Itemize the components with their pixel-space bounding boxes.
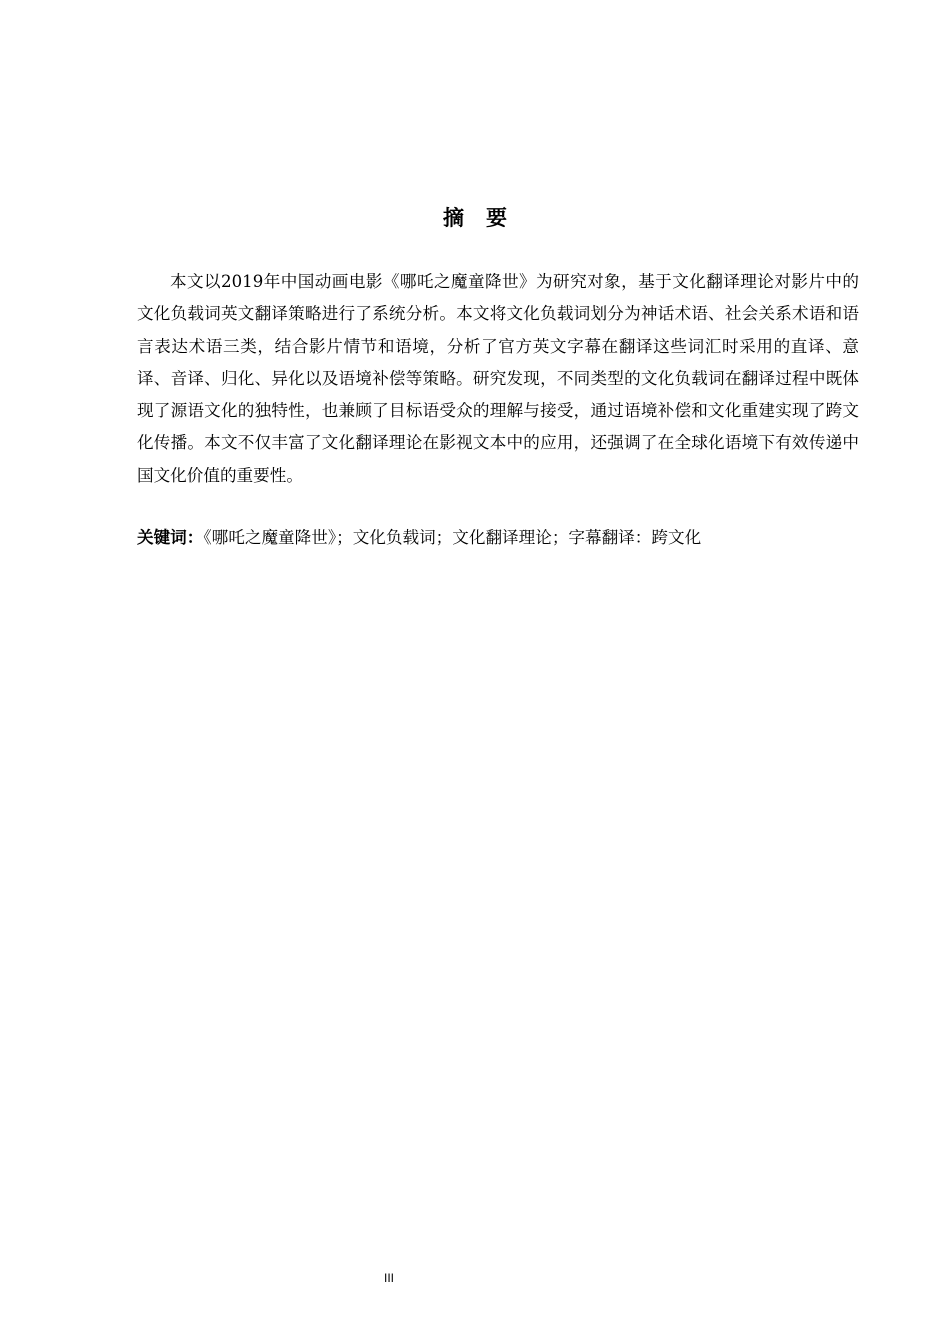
title-char-2: 要 [486, 206, 507, 230]
keywords-line [137, 522, 859, 554]
keywords-text: 《哪吒之魔童降世》；文化负载词；文化翻译理论；字幕翻译：跨文化 [203, 528, 702, 547]
keywords-label: 关键词： [137, 528, 204, 547]
page-number: III [383, 1271, 394, 1285]
abstract-title [0, 202, 950, 234]
abstract-body: 本文以2019年中国动画电影《哪吒之魔童降世》为研究对象，基于文化翻译理论对影片中的文化负载词英文翻译策略进行了系统分析。本文将文化负载词划分为神话术语、社会关系术语和语言表达术语三类，结合影片情节和语境，分析了官方英文字幕在翻译这些词汇时采用的直译、意译、音译、归化、异化以及语境补偿等策略。研究发现，不同类型的文化负载词在翻译过程中既体现了源语文化的独特性，也兼顾了目标语受众的理解与接受，通过语境补偿和文化重建实现了跨文化传播。本文不仅丰富了文化翻译理论在影视文本中的应用，还强调了在全球化语境下有效传递中国文化价值的重要性。 [137, 272, 859, 485]
title-char-1: 摘 [443, 206, 464, 230]
